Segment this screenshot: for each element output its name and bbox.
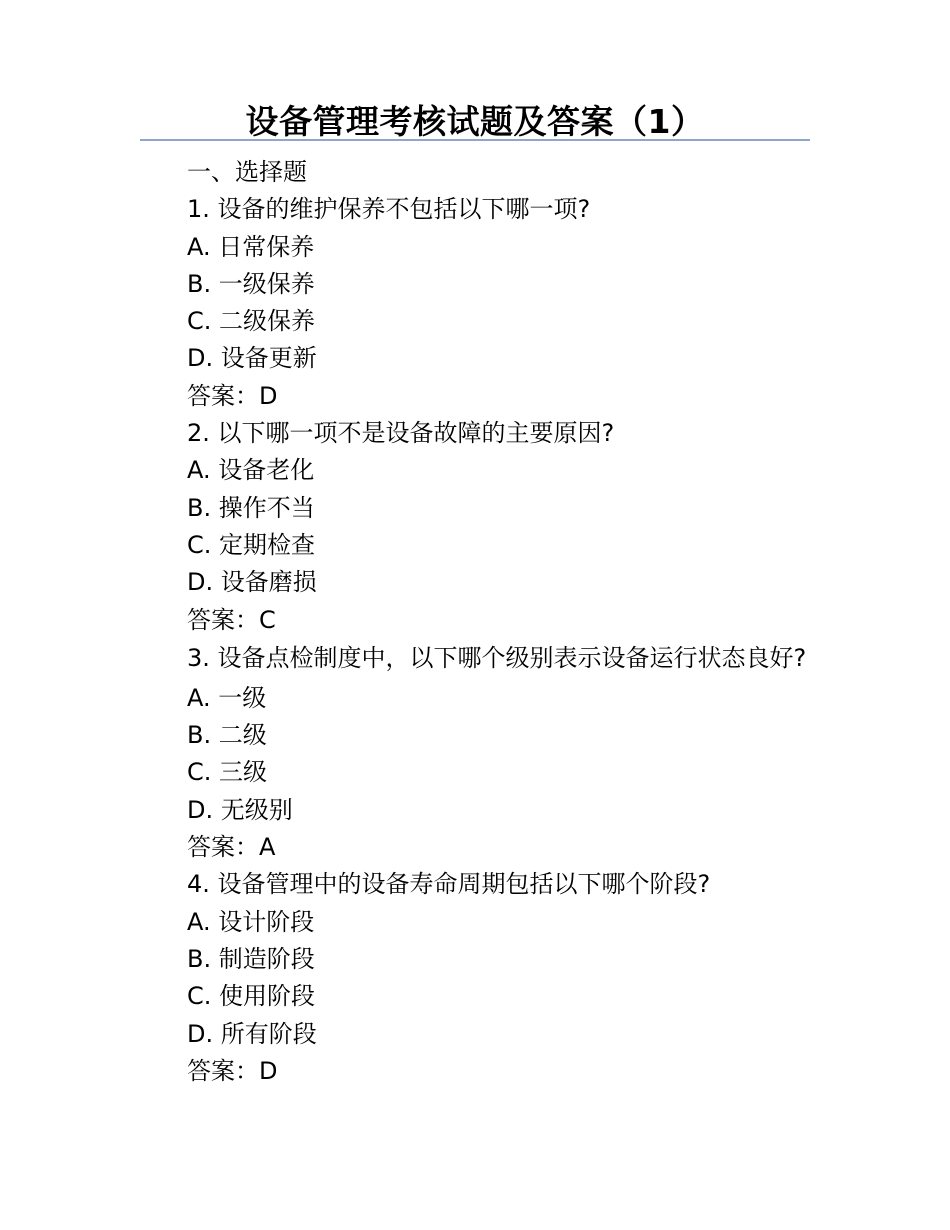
question-1-option-a: A. 日常保养 — [187, 232, 315, 261]
question-1-option-c: C. 二级保养 — [187, 307, 316, 336]
question-3-option-c: C. 三级 — [187, 758, 268, 787]
section-heading: 一、选择题 — [187, 158, 307, 186]
question-3-option-b: B. 二级 — [187, 721, 267, 750]
question-3-option-a: A. 一级 — [187, 683, 267, 712]
question-2-option-c: C. 定期检查 — [187, 530, 316, 559]
question-3-answer: 答案：A — [187, 833, 276, 862]
question-1-text: 1. 设备的维护保养不包括以下哪一项? — [187, 195, 591, 224]
question-2-option-a: A. 设备老化 — [187, 456, 315, 485]
question-4-option-a: A. 设计阶段 — [187, 907, 315, 936]
question-4-option-b: B. 制造阶段 — [187, 944, 315, 973]
document-body — [140, 154, 810, 1090]
question-3-text: 3. 设备点检制度中，以下哪个级别表示设备运行状态良好? — [187, 643, 807, 672]
question-3-option-d: D. 无级别 — [187, 795, 293, 824]
document-title: 设备管理考核试题及答案（1） — [245, 102, 705, 141]
question-4-answer: 答案：D — [187, 1056, 278, 1085]
question-4-option-d: D. 所有阶段 — [187, 1019, 317, 1048]
question-2-option-b: B. 操作不当 — [187, 493, 315, 522]
title-underline — [140, 139, 810, 141]
question-2-text: 2. 以下哪一项不是设备故障的主要原因? — [187, 419, 615, 448]
question-4-text: 4. 设备管理中的设备寿命周期包括以下哪个阶段? — [187, 870, 711, 899]
question-2-answer: 答案：C — [187, 605, 276, 634]
question-1-answer: 答案：D — [187, 381, 278, 410]
question-2-option-d: D. 设备磨损 — [187, 568, 317, 597]
question-4-option-c: C. 使用阶段 — [187, 982, 316, 1011]
question-1-option-d: D. 设备更新 — [187, 344, 317, 373]
question-1-option-b: B. 一级保养 — [187, 269, 315, 298]
